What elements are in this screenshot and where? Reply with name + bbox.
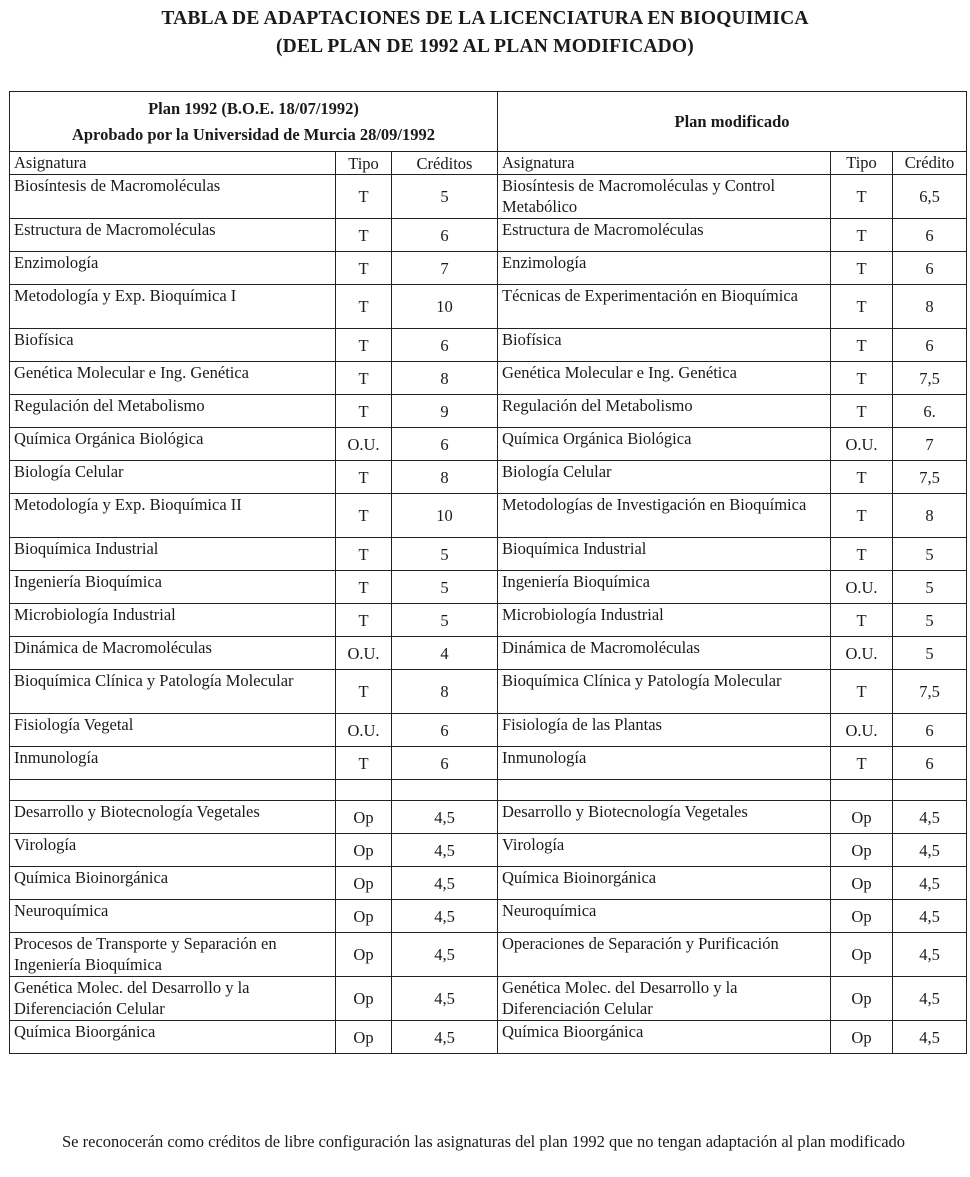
old-asignatura-cell — [10, 780, 336, 801]
new-tipo-cell — [831, 780, 893, 801]
old-asignatura-cell: Ingeniería Bioquímica — [10, 571, 336, 604]
old-creditos-cell: 4,5 — [392, 900, 498, 933]
plan-header-row — [10, 92, 967, 152]
new-creditos-cell: 6. — [893, 395, 967, 428]
table-row — [10, 977, 967, 1021]
new-tipo-cell: Op — [831, 900, 893, 933]
old-creditos-cell: 4,5 — [392, 867, 498, 900]
old-tipo-cell: T — [336, 252, 392, 285]
old-asignatura-cell: Inmunología — [10, 747, 336, 780]
old-asignatura-cell: Enzimología — [10, 252, 336, 285]
new-creditos-cell: 5 — [893, 604, 967, 637]
new-tipo-cell: Op — [831, 801, 893, 834]
footnote: Se reconocerán como créditos de libre configuración las asignaturas del plan 1992 que no tengan adaptación al plan modificado — [62, 1132, 906, 1151]
table-row — [10, 900, 967, 933]
new-creditos-cell: 7,5 — [893, 670, 967, 714]
new-creditos-cell: 6,5 — [893, 175, 967, 219]
table-row — [10, 252, 967, 285]
new-tipo-cell: T — [831, 219, 893, 252]
old-tipo-cell: Op — [336, 801, 392, 834]
table-row — [10, 175, 967, 219]
old-tipo-cell: O.U. — [336, 428, 392, 461]
new-tipo-cell: Op — [831, 1021, 893, 1054]
table-row — [10, 571, 967, 604]
old-asignatura-cell: Biología Celular — [10, 461, 336, 494]
header-old-tipo: Tipo — [336, 152, 392, 175]
old-tipo-cell: T — [336, 175, 392, 219]
plan-1992-header — [10, 92, 498, 152]
new-asignatura-cell: Dinámica de Macromoléculas — [498, 637, 831, 670]
old-tipo-cell: Op — [336, 834, 392, 867]
new-creditos-cell: 6 — [893, 252, 967, 285]
old-asignatura-cell: Regulación del Metabolismo — [10, 395, 336, 428]
new-creditos-cell: 4,5 — [893, 1021, 967, 1054]
new-tipo-cell: O.U. — [831, 428, 893, 461]
new-creditos-cell: 8 — [893, 494, 967, 538]
old-creditos-cell: 5 — [392, 538, 498, 571]
old-tipo-cell: O.U. — [336, 714, 392, 747]
new-asignatura-cell: Bioquímica Clínica y Patología Molecular — [498, 670, 831, 714]
new-asignatura-cell — [498, 780, 831, 801]
new-asignatura-cell: Desarrollo y Biotecnología Vegetales — [498, 801, 831, 834]
new-creditos-cell: 4,5 — [893, 834, 967, 867]
table-row — [10, 428, 967, 461]
old-tipo-cell: Op — [336, 867, 392, 900]
new-creditos-cell: 7,5 — [893, 362, 967, 395]
old-creditos-cell: 9 — [392, 395, 498, 428]
old-tipo-cell: T — [336, 571, 392, 604]
new-asignatura-cell: Biología Celular — [498, 461, 831, 494]
new-tipo-cell: T — [831, 494, 893, 538]
new-creditos-cell: 4,5 — [893, 977, 967, 1021]
new-tipo-cell: T — [831, 175, 893, 219]
old-tipo-cell: Op — [336, 977, 392, 1021]
new-creditos-cell: 5 — [893, 538, 967, 571]
new-asignatura-cell: Fisiología de las Plantas — [498, 714, 831, 747]
old-creditos-cell: 7 — [392, 252, 498, 285]
new-asignatura-cell: Biosíntesis de Macromoléculas y Control Metabólico — [498, 175, 831, 219]
old-asignatura-cell: Bioquímica Clínica y Patología Molecular — [10, 670, 336, 714]
new-asignatura-cell: Genética Molec. del Desarrollo y la Diferenciación Celular — [498, 977, 831, 1021]
header-new-credito: Crédito — [893, 152, 967, 175]
old-asignatura-cell: Química Bioinorgánica — [10, 867, 336, 900]
new-tipo-cell: Op — [831, 933, 893, 977]
old-tipo-cell: Op — [336, 900, 392, 933]
new-asignatura-cell: Inmunología — [498, 747, 831, 780]
old-tipo-cell: T — [336, 329, 392, 362]
old-asignatura-cell: Estructura de Macromoléculas — [10, 219, 336, 252]
new-asignatura-cell: Enzimología — [498, 252, 831, 285]
new-creditos-cell: 6 — [893, 747, 967, 780]
old-creditos-cell: 8 — [392, 461, 498, 494]
table-row — [10, 834, 967, 867]
new-tipo-cell: T — [831, 329, 893, 362]
old-tipo-cell: T — [336, 362, 392, 395]
plan-1992-title: Plan 1992 (B.O.E. 18/07/1992) — [148, 99, 359, 118]
plan-1992-approval: Aprobado por la Universidad de Murcia 28/09/1992 — [71, 125, 436, 144]
document-title-line1: TABLA DE ADAPTACIONES DE LA LICENCIATURA EN BIOQUIMICA — [161, 8, 809, 29]
new-tipo-cell: O.U. — [831, 637, 893, 670]
old-asignatura-cell: Bioquímica Industrial — [10, 538, 336, 571]
table-row — [10, 461, 967, 494]
new-asignatura-cell: Genética Molecular e Ing. Genética — [498, 362, 831, 395]
table-row — [10, 670, 967, 714]
new-creditos-cell: 8 — [893, 285, 967, 329]
plan-modificado-header: Plan modificado — [498, 92, 967, 152]
old-asignatura-cell: Biosíntesis de Macromoléculas — [10, 175, 336, 219]
old-asignatura-cell: Genética Molec. del Desarrollo y la Diferenciación Celular — [10, 977, 336, 1021]
new-asignatura-cell: Virología — [498, 834, 831, 867]
new-asignatura-cell: Neuroquímica — [498, 900, 831, 933]
old-creditos-cell: 8 — [392, 670, 498, 714]
header-old-creditos: Créditos — [392, 152, 498, 175]
old-asignatura-cell: Neuroquímica — [10, 900, 336, 933]
new-creditos-cell: 6 — [893, 219, 967, 252]
new-asignatura-cell: Química Bioinorgánica — [498, 867, 831, 900]
table-row — [10, 494, 967, 538]
old-asignatura-cell: Metodología y Exp. Bioquímica II — [10, 494, 336, 538]
new-creditos-cell: 4,5 — [893, 900, 967, 933]
table-row — [10, 867, 967, 900]
old-asignatura-cell: Química Orgánica Biológica — [10, 428, 336, 461]
header-old-asignatura: Asignatura — [10, 152, 336, 175]
old-creditos-cell: 10 — [392, 285, 498, 329]
table-row — [10, 637, 967, 670]
document-title-line2: (DEL PLAN DE 1992 AL PLAN MODIFICADO) — [275, 36, 694, 57]
new-asignatura-cell: Técnicas de Experimentación en Bioquímica — [498, 285, 831, 329]
table-row — [10, 538, 967, 571]
new-asignatura-cell: Bioquímica Industrial — [498, 538, 831, 571]
new-creditos-cell — [893, 780, 967, 801]
new-asignatura-cell: Regulación del Metabolismo — [498, 395, 831, 428]
old-asignatura-cell: Biofísica — [10, 329, 336, 362]
new-tipo-cell: T — [831, 604, 893, 637]
table-row — [10, 714, 967, 747]
old-creditos-cell: 5 — [392, 604, 498, 637]
old-asignatura-cell: Genética Molecular e Ing. Genética — [10, 362, 336, 395]
old-creditos-cell: 4,5 — [392, 801, 498, 834]
old-creditos-cell: 6 — [392, 714, 498, 747]
old-creditos-cell: 5 — [392, 175, 498, 219]
old-creditos-cell: 4,5 — [392, 933, 498, 977]
new-tipo-cell: T — [831, 538, 893, 571]
new-creditos-cell: 7,5 — [893, 461, 967, 494]
table-row — [10, 933, 967, 977]
new-creditos-cell: 6 — [893, 329, 967, 362]
old-tipo-cell: T — [336, 285, 392, 329]
old-asignatura-cell: Virología — [10, 834, 336, 867]
new-tipo-cell: Op — [831, 867, 893, 900]
old-tipo-cell: T — [336, 395, 392, 428]
table-row — [10, 747, 967, 780]
new-creditos-cell: 4,5 — [893, 933, 967, 977]
header-new-tipo: Tipo — [831, 152, 893, 175]
old-creditos-cell: 6 — [392, 219, 498, 252]
table-row — [10, 285, 967, 329]
new-asignatura-cell: Operaciones de Separación y Purificación — [498, 933, 831, 977]
old-creditos-cell: 6 — [392, 747, 498, 780]
new-asignatura-cell: Química Bioorgánica — [498, 1021, 831, 1054]
old-asignatura-cell: Fisiología Vegetal — [10, 714, 336, 747]
old-asignatura-cell: Desarrollo y Biotecnología Vegetales — [10, 801, 336, 834]
header-new-asignatura: Asignatura — [498, 152, 831, 175]
new-asignatura-cell: Ingeniería Bioquímica — [498, 571, 831, 604]
table-row — [10, 219, 967, 252]
new-tipo-cell: T — [831, 461, 893, 494]
old-creditos-cell — [392, 780, 498, 801]
old-tipo-cell: T — [336, 670, 392, 714]
column-header-row — [10, 152, 967, 175]
new-asignatura-cell: Estructura de Macromoléculas — [498, 219, 831, 252]
old-creditos-cell: 6 — [392, 329, 498, 362]
table-row — [10, 395, 967, 428]
old-asignatura-cell: Química Bioorgánica — [10, 1021, 336, 1054]
new-creditos-cell: 6 — [893, 714, 967, 747]
new-creditos-cell: 5 — [893, 637, 967, 670]
old-creditos-cell: 6 — [392, 428, 498, 461]
new-creditos-cell: 4,5 — [893, 801, 967, 834]
new-creditos-cell: 5 — [893, 571, 967, 604]
old-tipo-cell: T — [336, 219, 392, 252]
new-tipo-cell: T — [831, 252, 893, 285]
table-row — [10, 780, 967, 801]
table-row — [10, 801, 967, 834]
new-tipo-cell: O.U. — [831, 571, 893, 604]
table-row — [10, 362, 967, 395]
new-tipo-cell: T — [831, 747, 893, 780]
new-tipo-cell: Op — [831, 834, 893, 867]
old-asignatura-cell: Procesos de Transporte y Separación en Ingeniería Bioquímica — [10, 933, 336, 977]
old-tipo-cell: O.U. — [336, 637, 392, 670]
new-tipo-cell: T — [831, 395, 893, 428]
old-asignatura-cell: Dinámica de Macromoléculas — [10, 637, 336, 670]
new-tipo-cell: T — [831, 670, 893, 714]
new-asignatura-cell: Química Orgánica Biológica — [498, 428, 831, 461]
old-tipo-cell — [336, 780, 392, 801]
new-asignatura-cell: Microbiología Industrial — [498, 604, 831, 637]
old-creditos-cell: 4,5 — [392, 834, 498, 867]
new-creditos-cell: 7 — [893, 428, 967, 461]
old-tipo-cell: Op — [336, 933, 392, 977]
old-creditos-cell: 10 — [392, 494, 498, 538]
old-tipo-cell: T — [336, 604, 392, 637]
table-row — [10, 1021, 967, 1054]
new-tipo-cell: T — [831, 285, 893, 329]
old-asignatura-cell: Metodología y Exp. Bioquímica I — [10, 285, 336, 329]
old-creditos-cell: 4 — [392, 637, 498, 670]
old-tipo-cell: T — [336, 461, 392, 494]
old-tipo-cell: Op — [336, 1021, 392, 1054]
new-tipo-cell: T — [831, 362, 893, 395]
old-asignatura-cell: Microbiología Industrial — [10, 604, 336, 637]
table-row — [10, 329, 967, 362]
adaptation-table — [9, 91, 967, 1054]
old-creditos-cell: 4,5 — [392, 1021, 498, 1054]
new-creditos-cell: 4,5 — [893, 867, 967, 900]
table-row — [10, 604, 967, 637]
new-asignatura-cell: Metodologías de Investigación en Bioquímica — [498, 494, 831, 538]
new-tipo-cell: Op — [831, 977, 893, 1021]
old-creditos-cell: 4,5 — [392, 977, 498, 1021]
old-creditos-cell: 8 — [392, 362, 498, 395]
new-asignatura-cell: Biofísica — [498, 329, 831, 362]
new-tipo-cell: O.U. — [831, 714, 893, 747]
old-creditos-cell: 5 — [392, 571, 498, 604]
old-tipo-cell: T — [336, 747, 392, 780]
old-tipo-cell: T — [336, 494, 392, 538]
old-tipo-cell: T — [336, 538, 392, 571]
